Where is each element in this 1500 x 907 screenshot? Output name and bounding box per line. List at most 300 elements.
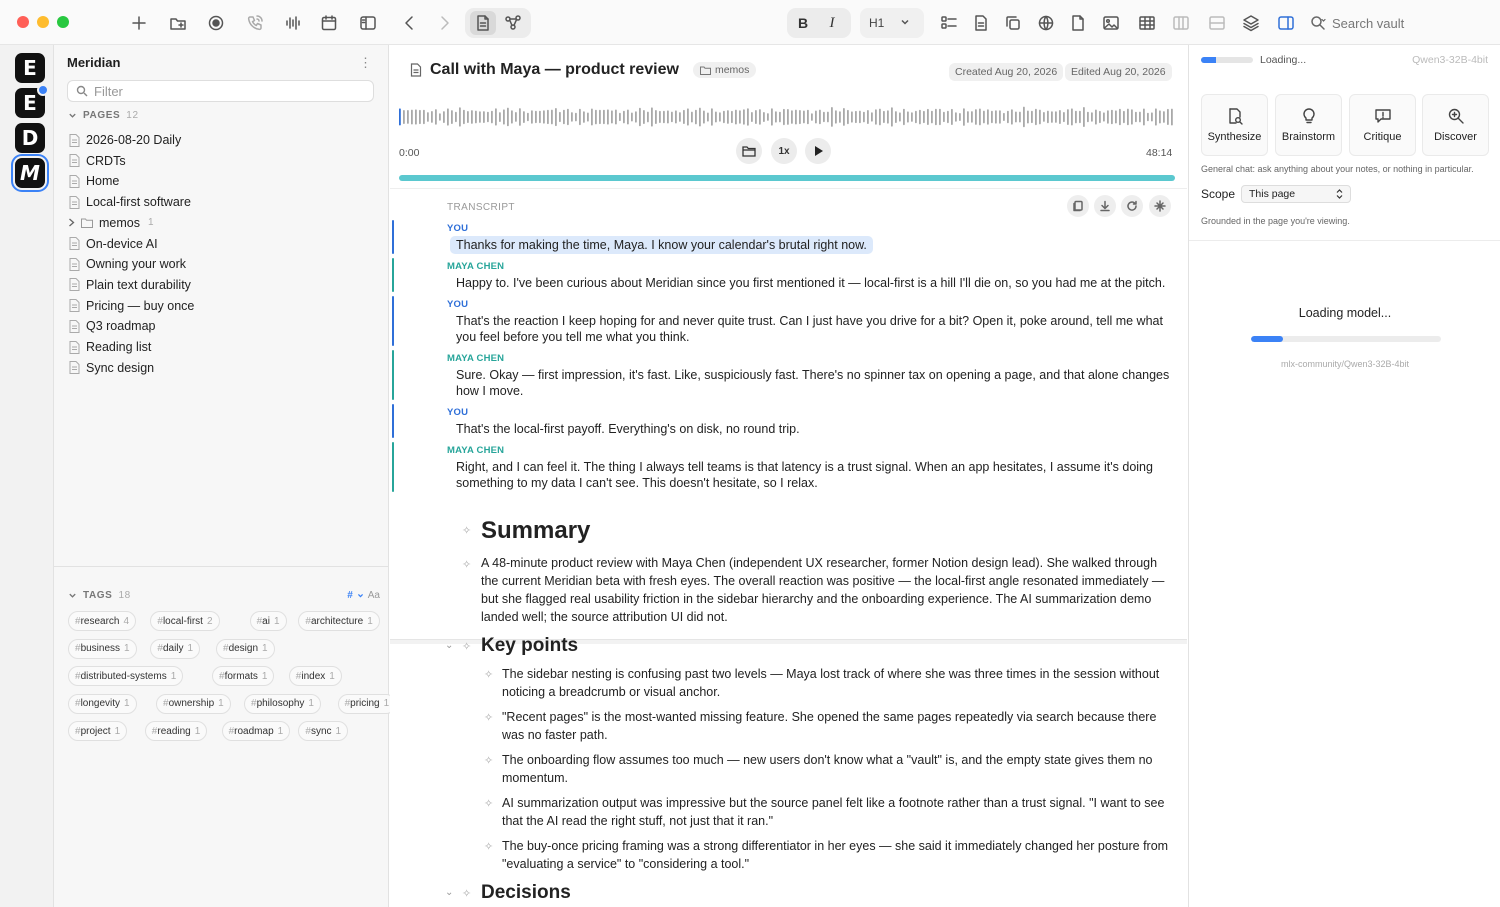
waveform-bar [1027,111,1029,124]
transcript-text [456,313,1171,345]
waveform-bar [1163,111,1165,123]
waveform-bar [883,111,885,123]
ai-sparkle-icon[interactable]: ✧ [484,755,494,767]
ai-sparkle-icon[interactable]: ✧ [484,712,494,724]
waveform-bar [807,110,809,125]
waveform-bar [547,110,549,124]
summary-paragraph[interactable]: A 48-minute product review with Maya Chen (independent UX researcher, former Notion design lead). She walked through the current Meridian beta with fresh eyes. The overall reaction was positive — the local-first angle resonated immediately — but she flagged real usability friction in the sidebar hierarchy and the onboarding experience. The AI summarization demo landed well; the source attribution UI did not. [481,556,1165,624]
regenerate-transcript-button[interactable] [1121,195,1143,217]
tag-name: local-first [162,615,203,627]
ai-sparkle-icon[interactable]: ✧ [484,841,494,853]
transcript-text [456,459,1171,491]
tag-chip[interactable] [222,721,291,741]
sidebar-page-item[interactable] [69,192,191,212]
collapse-chevron-icon[interactable]: ⌄ [445,640,454,651]
waveform-bar [535,111,537,123]
tag-count: 1 [335,725,342,737]
sidebar-page-item[interactable] [69,151,126,171]
waveform-bar [619,113,621,121]
waveform-bar [1135,112,1137,123]
waveform-bar [571,112,573,122]
waveform-bar [1159,110,1161,123]
tag-chip[interactable] [298,721,348,741]
vault-initial: E [23,91,37,115]
waveform-bar [607,109,609,124]
waveform-bar [1023,107,1025,128]
critique-button[interactable] [1349,94,1416,156]
call-icon[interactable] [244,12,266,34]
waveform-bar [991,111,993,123]
waveform-bar [403,110,405,124]
tag-count: 1 [114,725,121,737]
waveform-bar [835,110,837,123]
tag-name: roadmap [234,725,274,737]
tag-chip[interactable] [156,694,231,714]
main-editor [390,45,1187,907]
waveform-bar [855,111,857,123]
vault-initial: E [23,56,37,80]
waveform-bar [503,109,505,124]
speaker-indicator [392,258,394,292]
grounded-note: Grounded in the page you're viewing. [1201,216,1350,226]
key-point-item[interactable]: The buy-once pricing framing was a strong differentiator in her eyes — she said it immediately changed her posture from "evaluating a service" to "considering a tool." [502,839,1169,871]
synthesize-label: Synthesize [1207,131,1262,143]
transcript-panel [390,188,1187,500]
tag-count: 1 [124,698,130,709]
waveform-bar [523,111,525,123]
hash-glyph: # [305,615,311,627]
waveform-bar [907,111,909,122]
model-loading-fill [1251,336,1283,342]
folder-count: 1 [147,217,154,229]
tag-sort-button[interactable]: # [347,590,353,601]
waveform-bar [623,111,625,124]
sidebar-page-item[interactable] [69,296,194,316]
hash-glyph: # [223,643,229,654]
waveform-bar [887,110,889,123]
hash-glyph: # [75,725,81,737]
speaker-indicator [392,350,394,400]
tag-chip[interactable] [216,639,275,659]
waveform-bar [595,110,597,125]
open-audio-folder-button[interactable] [736,138,762,164]
discover-button[interactable] [1422,94,1489,156]
tag-name: ownership [168,698,215,709]
waveform-bar [955,112,957,122]
tag-name: longevity [80,698,121,709]
waveform-bar [859,111,861,124]
waveform-bar [815,111,817,124]
waveform-bar [943,112,945,122]
waveform-bar [1011,109,1013,125]
waveform-bar [419,110,421,124]
waveform-bar [1107,110,1109,124]
play-button[interactable] [805,138,831,164]
waveform-bar [1039,110,1041,125]
tag-count: 1 [124,643,130,654]
speaker-indicator [392,220,394,254]
transcript-text [456,237,1171,253]
waveform-bar [783,109,785,125]
waveform-bar [795,110,797,125]
tag-name: reading [157,725,191,737]
ai-sparkle-icon[interactable]: ✧ [462,525,472,537]
new-page-button[interactable] [128,12,150,34]
hash-glyph: # [75,643,81,654]
copy-transcript-button[interactable] [1067,195,1089,217]
record-button[interactable] [205,12,227,34]
columns-layout-button[interactable] [1170,12,1192,34]
waveform-bar [1003,113,1005,121]
sidebar-divider [54,566,389,567]
waveform-bar [479,111,481,123]
page-title[interactable]: Call with Maya — product review [430,61,679,78]
waveform-bar [703,111,705,124]
waveform-bar [675,110,677,123]
folder-icon [742,145,756,157]
waveform-bar [759,109,761,125]
page-icon [69,237,80,250]
hash-glyph: # [251,698,257,709]
waveform-bar [415,109,417,124]
tag-chip[interactable] [68,639,137,659]
web-link-button[interactable] [1035,12,1057,34]
waveform-bar [1111,110,1113,125]
italic-button[interactable]: I [829,14,835,31]
waveform-bar [1067,109,1069,125]
toggle-sidebar-button[interactable] [357,12,379,34]
tag-count: 2 [206,615,213,627]
key-point-item[interactable]: The onboarding flow assumes too much — new users don't know what a "vault" is, and the empty state gives them no momentum. [502,753,1153,785]
scope-select[interactable] [1241,185,1351,203]
playback-speed-button[interactable] [771,138,797,164]
tag-chip[interactable] [68,611,136,631]
tag-chip[interactable] [68,666,183,686]
key-point-item[interactable]: The sidebar nesting is confusing past two levels — Maya lost track of where she was three times in the session without noticing a breadcrumb or visual anchor. [502,667,1160,699]
utterance: That's the reaction I keep hoping for and never quite trust. Can I just have you drive for a bit? Open it, poke around, tell me what you feel before you tell me what you think. [456,314,1163,344]
waveform-bar [447,108,449,125]
insert-page-button[interactable] [970,12,992,34]
back-button[interactable] [399,12,421,34]
toggle-right-panel-button[interactable] [1275,12,1297,34]
waveform-bar [603,110,605,125]
speaker-indicator [392,442,394,492]
speaker-name: YOU [447,407,469,418]
waveform-bar [679,112,681,122]
current-time: 0:00 [399,147,420,159]
collaborators-badge [37,84,49,96]
waveform-bar [519,108,521,126]
tag-count: 1 [329,670,335,682]
tag-chip[interactable] [212,666,274,686]
tag-name: philosophy [256,698,305,709]
key-point-item[interactable]: "Recent pages" is the most-wanted missing feature. She opened the same pages repeatedly via search because there was no faster path. [502,710,1157,742]
document-header [410,61,756,79]
waveform-bar [843,108,845,126]
sidebar-page-item[interactable] [69,171,119,191]
waveform-bar [695,110,697,125]
ai-sparkle-icon[interactable]: ✧ [462,559,472,571]
audio-waveform-button[interactable] [282,12,304,34]
waveform-bar [655,110,657,124]
search-icon [76,85,88,97]
waveform-bar [967,111,969,123]
graph-view-button[interactable] [502,12,524,34]
waveform-bar [1151,112,1153,121]
tag-chip[interactable] [68,721,127,741]
waveform-bar [779,112,781,123]
waveform-bar [739,110,741,124]
ai-sparkle-icon[interactable]: ✧ [484,669,494,681]
sidebar-page-item[interactable] [69,254,186,274]
document-icon [410,63,422,77]
waveform-bar [551,110,553,125]
sidebar-page-label: 2026-08-20 Daily [86,133,182,147]
model-name[interactable]: Qwen3-32B-4bit [1412,54,1488,66]
discover-label: Discover [1434,131,1477,143]
minimize-window-button[interactable] [37,16,49,28]
block-style-value: H1 [869,16,885,30]
waveform-bar [1083,107,1085,127]
duplicate-button[interactable] [1002,12,1024,34]
tag-name: sync [310,725,332,737]
tag-chip[interactable] [250,611,287,631]
brainstorm-button[interactable] [1275,94,1342,156]
search-icon [1310,15,1326,31]
page-icon [69,278,80,291]
calendar-button[interactable] [318,12,340,34]
folder-chip[interactable] [693,62,756,78]
document-view-button[interactable] [472,12,494,34]
waveform-bar [539,111,541,124]
tag-name: architecture [310,615,364,627]
pages-count: 12 [126,110,139,121]
waveform-bar [811,113,813,121]
tag-chip[interactable] [338,694,397,714]
chevron-right-icon [68,218,75,227]
waveform-bar [1167,109,1169,125]
waveform-bar [463,110,465,125]
waveform-bar [567,109,569,125]
download-icon [1099,200,1111,212]
tag-name: pricing [350,698,380,709]
chevron-down-icon [900,16,910,30]
waveform-bar [707,113,709,122]
tag-count: 1 [277,725,284,737]
vault-icon-m-active[interactable] [15,158,45,188]
tag-case-button[interactable]: Aa [367,590,380,601]
sidebar-page-item[interactable] [69,275,191,295]
sidebar-page-item[interactable] [69,316,155,336]
close-window-button[interactable] [17,16,29,28]
waveform-bar [671,112,673,123]
page-icon [69,175,80,188]
insert-image-button[interactable] [1100,12,1122,34]
pages-section-header[interactable] [68,110,139,121]
audio-waveform[interactable] [399,103,1175,131]
scope-label: Scope [1201,187,1236,201]
document-search-icon [1226,107,1244,125]
waveform-bar [1155,108,1157,125]
vault-icon-e2[interactable] [15,88,45,118]
tag-name: ai [262,615,270,627]
tag-chip[interactable] [244,694,321,714]
waveform-bar [803,111,805,124]
waveform-bar [1055,111,1057,123]
tag-chip[interactable] [298,611,379,631]
sidebar-page-item[interactable] [69,358,154,378]
key-point-item[interactable]: AI summarization output was impressive but the source panel felt like a footnote rather than a trust signal. "I want to see that the AI read the right stuff, not just that it ran." [502,796,1165,828]
loading-label: Loading... [1260,54,1307,66]
download-transcript-button[interactable] [1094,195,1116,217]
speaker-name: YOU [447,223,469,234]
sidebar-page-item[interactable] [69,130,181,150]
chevron-down-icon [357,592,364,599]
speaker-timeline[interactable] [399,175,1175,181]
waveform-bar [683,110,685,124]
waveform-bar [587,113,589,122]
waveform-bar [767,113,769,121]
alert-message-icon [1374,107,1392,125]
filter-input[interactable] [94,84,354,99]
tag-chip[interactable] [289,666,342,686]
waveform-bar [975,109,977,125]
waveform-bar [407,110,409,124]
waveform-bar [919,110,921,125]
sidebar-page-item[interactable] [68,213,154,233]
waveform-bar [791,110,793,124]
folder-icon [81,218,93,228]
insert-table-button[interactable] [1136,12,1158,34]
new-folder-button[interactable] [167,12,189,34]
waveform-bar [771,108,773,125]
waveform-bar [667,110,669,123]
waveform-bar [1015,112,1017,123]
hash-glyph: # [157,615,163,627]
speaker-name: MAYA CHEN [447,353,505,364]
scope-value: This page [1249,188,1296,200]
tag-chip[interactable] [150,639,200,659]
updown-chevron-icon [1336,189,1343,199]
vault-icon-d[interactable] [15,123,45,153]
utterance: Right, and I can feel it. The thing I always tell teams is that latency is a trust signal. When an app hesitates, I assume it's doing something to my data I can't see. This doesn't hesitate, so I relax. [456,460,1153,490]
waveform-bar [1131,109,1133,124]
checklist-button[interactable] [938,12,960,34]
page-icon [69,299,80,312]
waveform-bar [847,110,849,124]
waveform-bar [659,111,661,123]
waveform-bar [563,110,565,125]
waveform-bar [1047,111,1049,124]
playback-speed: 1x [778,145,790,157]
page-icon [69,154,80,167]
waveform-bar [827,112,829,123]
tags-section-header[interactable] [68,590,131,601]
sidebar-page-label: Reading list [86,340,152,354]
tags-label: TAGS [83,590,113,601]
sidebar [54,45,389,907]
search-vault[interactable] [1310,12,1404,34]
waveform-bar [499,112,501,122]
waveform-bar [511,110,513,123]
critique-label: Critique [1363,131,1402,143]
waveform-bar [439,113,441,121]
refresh-icon [1126,200,1138,212]
ai-sparkle-icon[interactable]: ✧ [484,798,494,810]
waveform-bar [763,112,765,122]
waveform-bar [455,112,457,122]
filter-field[interactable] [67,80,374,102]
rows-layout-button[interactable] [1206,12,1228,34]
loading-model-title: Loading model... [1298,306,1392,320]
tag-sort-controls [347,590,380,601]
waveform-bar [559,112,561,122]
tag-chip[interactable] [68,694,137,714]
sidebar-page-item[interactable] [69,337,151,357]
tag-chip[interactable] [145,721,207,741]
waveform-bar [711,108,713,126]
transcript-text [456,275,1171,291]
waveform-bar [1099,111,1101,123]
forward-button[interactable] [433,12,455,34]
waveform-bar [1043,112,1045,122]
waveform-bar [651,107,653,126]
folder-name: memos [714,64,750,76]
waveform-bar [971,111,973,123]
tag-name: research [80,615,120,627]
ai-enhance-button[interactable] [1149,195,1171,217]
tag-count: 1 [367,615,373,627]
waveform-bar [555,108,557,126]
tag-chip[interactable] [150,611,219,631]
waveform-bar [1075,111,1077,124]
window-controls [17,16,69,28]
collapse-chevron-icon[interactable]: ⌄ [445,887,454,898]
lightbulb-icon [1300,107,1318,125]
waveform-bar [635,111,637,122]
waveform-bar [491,111,493,124]
vault-icon-e1[interactable] [15,53,45,83]
waveform-bar [911,112,913,122]
summary-heading[interactable]: Summary [481,517,591,544]
vault-menu-icon[interactable]: ⋮ [359,55,372,70]
tag-count: 4 [123,615,130,627]
waveform-bar [1007,111,1009,124]
waveform-bar [423,110,425,125]
layers-button[interactable] [1240,12,1262,34]
bold-button[interactable]: B [797,15,809,31]
assistant-panel [1188,45,1500,907]
waveform-bar [823,112,825,122]
blank-page-button[interactable] [1067,12,1089,34]
speaker-name: YOU [447,299,469,310]
zoom-window-button[interactable] [57,16,69,28]
utterance: Happy to. I've been curious about Meridian since you first mentioned it — local-first is a hill I'll die on, so you had me at the pitch. [456,276,1166,290]
sidebar-page-item[interactable] [69,234,158,254]
waveform-bar [1087,112,1089,123]
ai-sparkle-icon[interactable]: ✧ [462,888,472,900]
ai-sparkle-icon[interactable]: ✧ [462,641,472,653]
vault-rail [0,45,54,907]
hash-glyph: # [295,670,302,682]
synthesize-button[interactable] [1201,94,1268,156]
waveform-bar [599,110,601,124]
decisions-heading[interactable]: Decisions [481,882,571,903]
block-style-select[interactable] [860,8,924,38]
key-points-heading[interactable]: Key points [481,635,579,656]
waveform-bar [1063,112,1065,122]
waveform-bar [939,109,941,125]
